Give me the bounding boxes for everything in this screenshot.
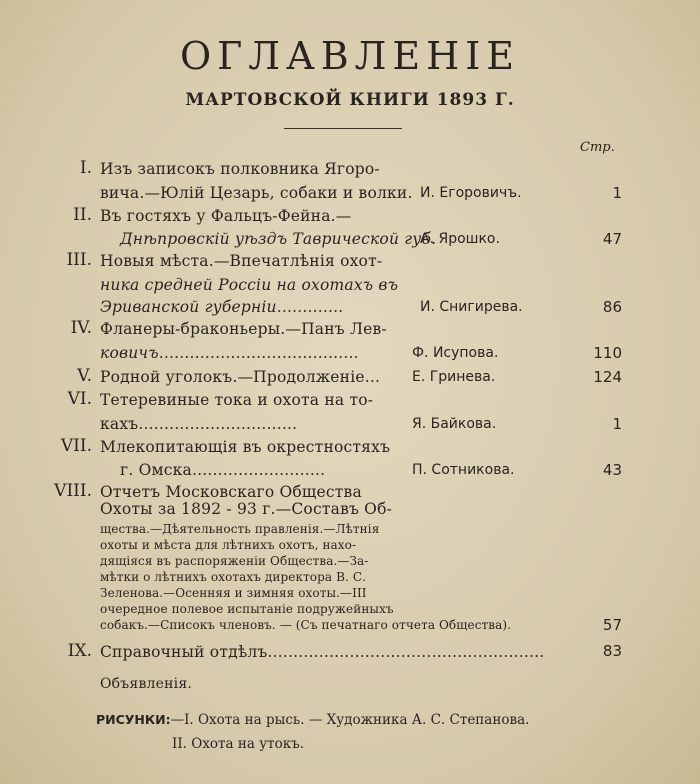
entry-title-line: Справочный отдѣлъ......................................................: [100, 643, 545, 661]
illustrations-label: РИСУНКИ:: [96, 712, 171, 727]
entry-author: Ф. Исупова.: [412, 345, 499, 361]
entry-page: 1: [612, 415, 622, 433]
entry-page: 86: [602, 298, 622, 316]
entry-description-line: дящіяся въ распоряженіи Общества.—За-: [100, 554, 369, 568]
entry-title-line: Тетеревиные тока и охота на то-: [100, 391, 374, 409]
entry-number: IV.: [70, 318, 92, 338]
entry-title-line: Фланеры-браконьеры.—Панъ Лев-: [100, 320, 387, 338]
entry-author: И. Егоровичъ.: [420, 185, 522, 201]
entry-number: VII.: [60, 436, 92, 456]
entry-number: VIII.: [54, 481, 92, 501]
entry-author: П. Сотникова.: [412, 462, 515, 478]
entry-author: А. Ярошко.: [420, 231, 500, 247]
entry-title-line: Охоты за 1892 - 93 г.—Составъ Об-: [100, 500, 393, 518]
illustration-item: —I. Охота на рысь. — Художника А. С. Степанова.: [170, 712, 530, 728]
entry-description-line: Зеленова.—Осенняя и зимняя охоты.—III: [100, 586, 367, 600]
entry-page: 57: [602, 616, 622, 634]
entry-author: Е. Гринева.: [412, 369, 496, 385]
page-column-label: Стр.: [580, 140, 615, 155]
entry-page: 1: [612, 184, 622, 202]
page-subtitle: МАРТОВСКОЙ КНИГИ 1893 Г.: [185, 90, 515, 110]
entry-title-line: ника средней Россіи на охотахъ въ: [100, 276, 399, 294]
entry-title-line: Днѣпровскій уѣздъ Таврической губ.: [120, 230, 437, 248]
announcements-label: Объявленія.: [100, 676, 192, 692]
title-divider: [284, 128, 402, 129]
entry-description-line: щества.—Дѣятельность правленія.—Лѣтнія: [100, 522, 380, 536]
entry-title-line: Изъ записокъ полковника Ягоро-: [100, 160, 380, 178]
illustrations-line: [96, 712, 529, 728]
entry-number: I.: [79, 158, 92, 178]
entry-author: И. Снигирева.: [420, 299, 523, 315]
entry-title-line: Млекопитающія въ окрестностяхъ: [100, 438, 391, 456]
entry-page: 83: [602, 642, 622, 660]
entry-page: 110: [593, 344, 622, 362]
entry-title-line: Въ гостяхъ у Фальцъ-Фейна.—: [100, 207, 352, 225]
entry-number: V.: [77, 366, 92, 386]
entry-description-line: охоты и мѣста для лѣтнихъ охотъ, нахо-: [100, 538, 357, 552]
entry-page: 43: [602, 461, 622, 479]
entry-title-line: кахъ...............................: [100, 415, 298, 433]
illustration-item: II. Охота на утокъ.: [172, 736, 305, 752]
entry-title-line: Новыя мѣста.—Впечатлѣнія охот-: [100, 252, 383, 270]
entry-number: VI.: [67, 389, 92, 409]
entry-description-line: мѣтки о лѣтнихъ охотахъ директора В. С.: [100, 570, 367, 584]
entry-page: 124: [593, 368, 622, 386]
entry-title-line: г. Омска..........................: [120, 461, 326, 479]
page-title: ОГЛАВЛЕНІЕ: [179, 34, 521, 78]
entry-title-line: Отчетъ Московскаго Общества: [100, 483, 362, 501]
entry-description-line: собакъ.—Списокъ членовъ. — (Съ печатнаго отчета Общества).: [100, 618, 512, 632]
entry-description-line: очередное полевое испытаніе подружейныхъ: [100, 602, 394, 616]
entry-title-line: вича.—Юлій Цезарь, собаки и волки.: [100, 184, 413, 202]
entry-title-line: ковичъ.......................................: [100, 344, 359, 362]
entry-author: Я. Байкова.: [412, 416, 497, 432]
entry-number: IX.: [67, 641, 92, 661]
entry-number: II.: [73, 205, 92, 225]
entry-title-line: Эриванской губерніи.............: [100, 298, 344, 316]
entry-number: III.: [66, 250, 92, 270]
entry-title-line: Родной уголокъ.—Продолженіе...: [100, 368, 381, 386]
entry-page: 47: [602, 230, 622, 248]
